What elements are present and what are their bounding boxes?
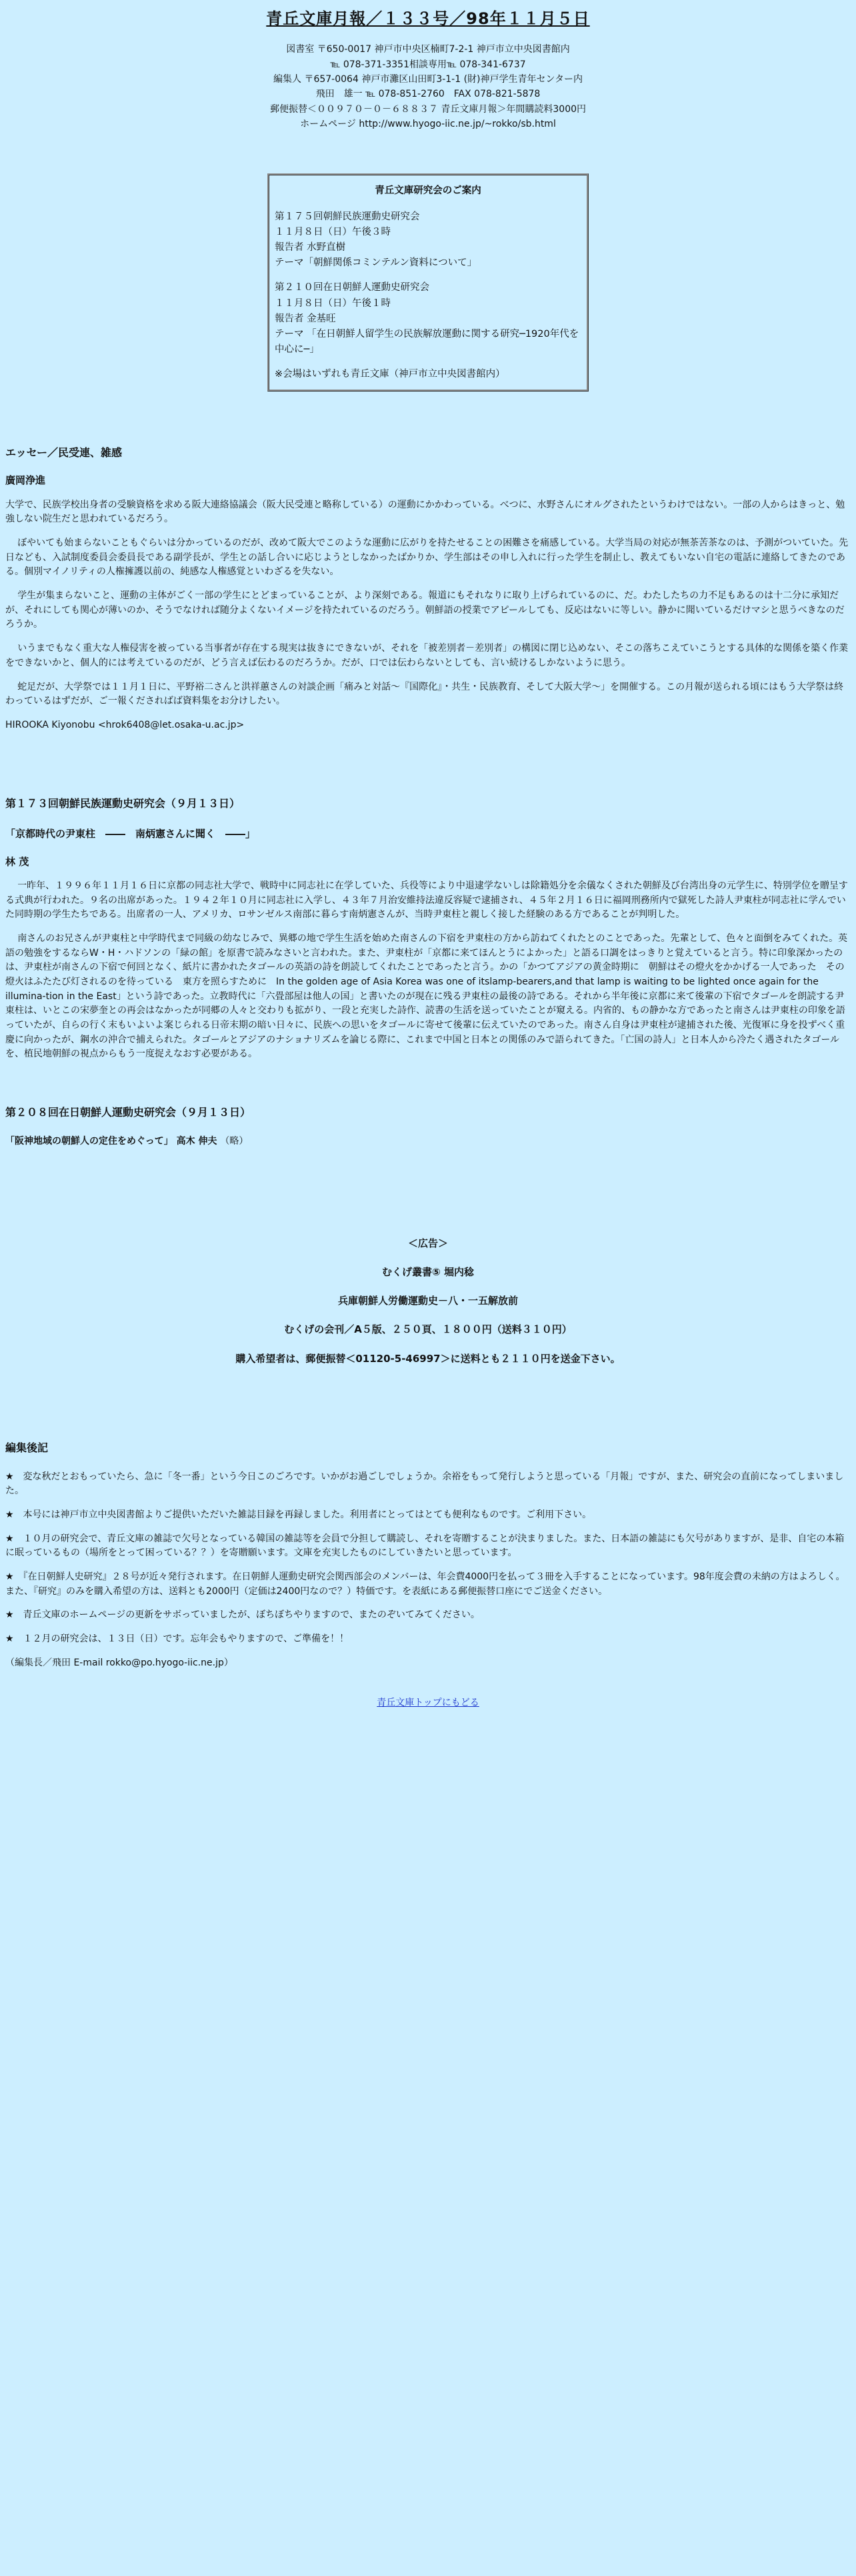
essay-signature: HIROOKA Kiyonobu <hrok6408@let.osaka-u.ac.jp>	[5, 719, 245, 730]
study-group-notice	[267, 173, 589, 392]
notice-meeting-175	[275, 209, 581, 271]
back-to-top-link[interactable]: 青丘文庫トップにもどる	[377, 1697, 479, 1708]
postscript-editor: （編集長／飛田 E-mail rokko@po.hyogo-iic.ne.jp）	[5, 1657, 233, 1668]
report-173-paragraph: 一昨年、１９９６年１１月１６日に京都の同志社大学で、戦時中に同志社に在学していた、兵役等により中退逮学ないしは除籍処分を余儀なくされた朝鮮及び台湾出身の元学生に、特別学位を贈呈する式典が行われた。９名の出席があった。１９４２年１０月に同志社に入学し、４３年７月治安維持法違反容疑で逮捕され、４５年２月１６日に福岡刑務所内で獄死した詩人尹東柱が同志社に学んでいた同時期の学生たちである。出席者の一人、アメリカ、ロサンゼルス南部に暮らす南炳憲さんが、当時尹東柱と親しく接した経験のある方であることが判明した。	[5, 880, 848, 920]
essay-paragraph: 蛇足だが、大学祭では１１月１日に、平野裕二さんと洪祥蕙さんの対談企画「痛みと対話～『国際化』・共生・民族教育、そして大阪大学～」を開催する。この月報が送られる頃にはもう大学祭は終わっているはずだが、ご一報くださればば資料集をお分けしたい。	[5, 681, 844, 707]
notice-title: 青丘文庫研究会のご案内	[375, 185, 481, 196]
postscript-heading: 編集後記	[5, 1441, 49, 1454]
postscript-item: ★ １２月の研究会は、１３日（日）です。忘年会もやりますので、ご準備を！！	[5, 1634, 349, 1645]
postscript-item: ★ 本号には神戸市立中央図書館よりご提供いただいた雑誌目録を再録しました。利用者にとってはとても便利なものです。ご利用下さい。	[5, 1509, 592, 1521]
subscription-info: 郵便振替＜００９７０－０－６８８３７ 青丘文庫月報＞年間購読料3000円	[269, 103, 587, 115]
report-173-heading: 第１７３回朝鮮民族運動史研究会（９月１３日）	[5, 796, 241, 810]
library-address: 図書室 〒650-0017 神戸市中央区楠町7-2-1 神戸市立中央図書館内	[286, 44, 570, 55]
essay-heading: エッセー／民受連、雑感	[5, 446, 123, 459]
notice-meeting-210	[275, 280, 581, 358]
notice-venue-note: ※会場はいずれも青丘文庫（神戸市立中央図書館内）	[275, 369, 505, 380]
report-173-author: 林 茂	[5, 855, 29, 868]
essay-section	[5, 445, 851, 733]
postscript-section	[5, 1440, 851, 1671]
essay-paragraph: 大学で、民族学校出身者の受験資格を求める阪大連絡協議会（阪大民受連と略称している）の運動にかかわっている。べつに、水野さんにオルグされたというわけではない。一部の人からはきっと、勉強しない院生だと思われているだろう。	[5, 499, 845, 525]
notice-line: 報告者 水野直樹	[275, 242, 346, 253]
postscript-item: ★ 『在日朝鮮人史研究』２８号が近々発行されます。在日朝鮮人運動史研究会関西部会のメンバーは、年会費4000円を払って３冊を入手することになっています。98年度会費の未納の方はよろしく。また、『研究』のみを購入希望の方は、送料とも2000円（定価は2400円なので？）特価です。を表紙にある郵便振替口座にでご送金ください。	[5, 1571, 845, 1597]
report-208-subtitle: 「阪神地域の朝鮮人の定住をめぐって」 高木 伸夫	[5, 1135, 217, 1147]
essay-author: 廣岡浄進	[5, 474, 46, 487]
notice-line: 第２１０回在日朝鮮人運動史研究会	[275, 282, 429, 293]
report-208-omitted: （略）	[220, 1135, 249, 1147]
report-173-subtitle: 「京都時代の尹東柱 ―― 南炳憲さんに聞く ――」	[5, 828, 256, 840]
homepage-line: ホームページ http://www.hyogo-iic.ne.jp/~rokko/sb.html	[300, 119, 556, 130]
notice-line: 第１７５回朝鮮民族運動史研究会	[275, 211, 420, 222]
notice-line: １１月８日（日）午後１時	[275, 297, 391, 309]
editor-address: 編集人 〒657-0064 神戸市灘区山田町3-1-1 (財)神戸学生青年センター内	[273, 73, 583, 85]
postscript-item: ★ １０月の研究会で、青丘文庫の雑誌で欠号となっている韓国の雑誌等を会員で分担して購読し、それを寄贈することが決まりました。また、日本語の雑誌にも欠号がありますが、是非、自宅の本箱に眠っているもの（場所をとって困っている？？）を寄贈願います。文庫を充実したものにしていきたいと思っています。	[5, 1533, 845, 1559]
notice-line: １１月８日（日）午後３時	[275, 226, 391, 237]
ad-title: ＜広告＞	[407, 1237, 448, 1249]
editor-contact: 飛田 雄一 ℡ 078-851-2760 FAX 078-821-5878	[315, 89, 541, 100]
masthead	[5, 7, 851, 132]
report-173-paragraph: 南さんのお兄さんが尹東柱と中学時代まで同級の幼なじみで、異郷の地で学生生活を始めた南さんの下宿を尹東柱の方から訪ねてくれたとのことであった。先輩として、色々と面倒をみてくれた。英語の勉強をするならW・H・ハドソンの「緑の館」を原書で読みなさいと言われた。また、尹東柱が「京都に来てほんとうによかった」と語る口調をはっきりと覚えていると言う。特に印象深かったのは、尹東柱が南さんの下宿で何回となく、紙片に書かれたタゴールの英語の詩を朗読してくれたことであったと言う。かの「かつてアジアの黄金時期に 朝鮮はその燈火をかかげる一人であった その燈火はふたたび灯されるのを待っている 東方を照らすために In the golden age of Asia Korea was one of itslamp-bearers,and that lamp is waiting to be lighted once again for the illumina-tion in the East」という詩であった。立教時代に「六畳部屋は他人の国」と書いたのが現在に残る尹東柱の最後の詩である。それから半年後に京都に来て後輩の下宿でタゴールを朗読する尹東柱は、いとこの宋夢奎との再会はなかったが同郷の人々と交わりも拡がり、一段と充実した詩作、読書の生活を送っていたことが窺える。内省的、もの静かな方であったと南さんは尹東柱の印象を語っていたが、自らの行く末もいよいよ案じられる日帝末期の暗い日々に、民族への思いをタゴールに寄せて後輩に伝えていたのであった。南さん自身は尹東柱が逮捕された後、光復軍に身を投ずべく重慶に向かったが、鋼水の沖合で捕えられた。タゴールとアジアのナショナリズムを論じる際に、これまで中国と日本との関係のみで語られてきた。「亡国の詩人」と日本人から冷たく遇されたタゴールを、植民地朝鮮の視点からもう一度捉えなおす必要がある。	[5, 932, 848, 1060]
ad-series: むくげ叢書⑤ 堀内稔	[382, 1265, 474, 1278]
report-208-section	[5, 1105, 851, 1149]
ad-order-info: 購入希望者は、郵便振替＜01120-5-46997＞に送料とも２１１０円を送金下さい。	[235, 1352, 621, 1365]
essay-paragraph: いうまでもなく重大な人権侵害を被っている当事者が存在する現実は抜きにできないが、それを「被差別者－差別者」の構図に閉じ込めない、そこの落ちこえていこうとする具体的な関係を築く作業をできないかと、個人的には考えているのだが、どう言えば伝わるのだろうか。だが、口では伝わらないとしても、言い続けるしかないように思う。	[5, 643, 849, 668]
notice-line: テーマ「朝鮮関係コミンテルン資料について」	[275, 257, 477, 269]
library-phone: ℡ 078-371-3351相談専用℡ 078-341-6737	[330, 59, 526, 70]
essay-paragraph: 学生が集まらないこと、運動の主体がごく一部の学生にとどまっていることが、より深刻である。報道にもそれなりに取り上げられているのに、だ。わたしたちの力不足もあるのは十二分に承知だが、それにしても関心が薄いのか、そうでなければ随分よくないイメージを持たれているのだろう。朝鮮語の授業でアピールしても、反応はないに等しい。静かに聞いているだけマシと思うべきなのだろうか。	[5, 590, 845, 630]
notice-line: 報告者 金基旺	[275, 313, 336, 324]
ad-book-title: 兵庫朝鮮人労働運動史－八・一五解放前	[337, 1295, 518, 1307]
postscript-item: ★ 変な秋だとおもっていたら、急に「冬一番」という今日このごろです。いかがお過ごしでしょうか。余裕をもって発行しようと思っている「月報」ですが、また、研究会の直前になってしまいました。	[5, 1471, 844, 1497]
report-208-heading: 第２０８回在日朝鮮人運動史研究会（９月１３日）	[5, 1106, 251, 1119]
ad-price: むくげの会刊／A５版、２５０頁、１８００円（送料３１０円）	[284, 1323, 572, 1336]
footer	[5, 1696, 851, 1711]
page-title: 青丘文庫月報／１３３号／98年１１月５日	[266, 9, 590, 28]
postscript-item: ★ 青丘文庫のホームページの更新をサボっていましたが、ぼちぼちやりますので、またのぞいてみてください。	[5, 1609, 480, 1621]
essay-paragraph: ぼやいても始まらないこともぐらいは分かっているのだが、改めて阪大でこのような運動に広がりを持たせることの困難さを痛感している。大学当局の対応が無茶苦茶なのは、予測がついていた。先日なども、入試制度委員会委員長である副学長が、学生との話し合いに応じようとしなかったばかりか、学生部はその申し入れに行った学生を制止し、教えてもいない自宅の電話に連絡してきたのである。個別マイノリティの人権擁護以前の、純感な人権感覚といわざるを失ない。	[5, 538, 849, 578]
notice-line: テーマ 「在日朝鮮人留学生の民族解放運動に関する研究─1920年代を中心に─」	[275, 329, 579, 356]
advertisement	[5, 1236, 851, 1367]
report-173-section	[5, 796, 851, 1063]
report-208-subtitle-line	[5, 1135, 851, 1149]
